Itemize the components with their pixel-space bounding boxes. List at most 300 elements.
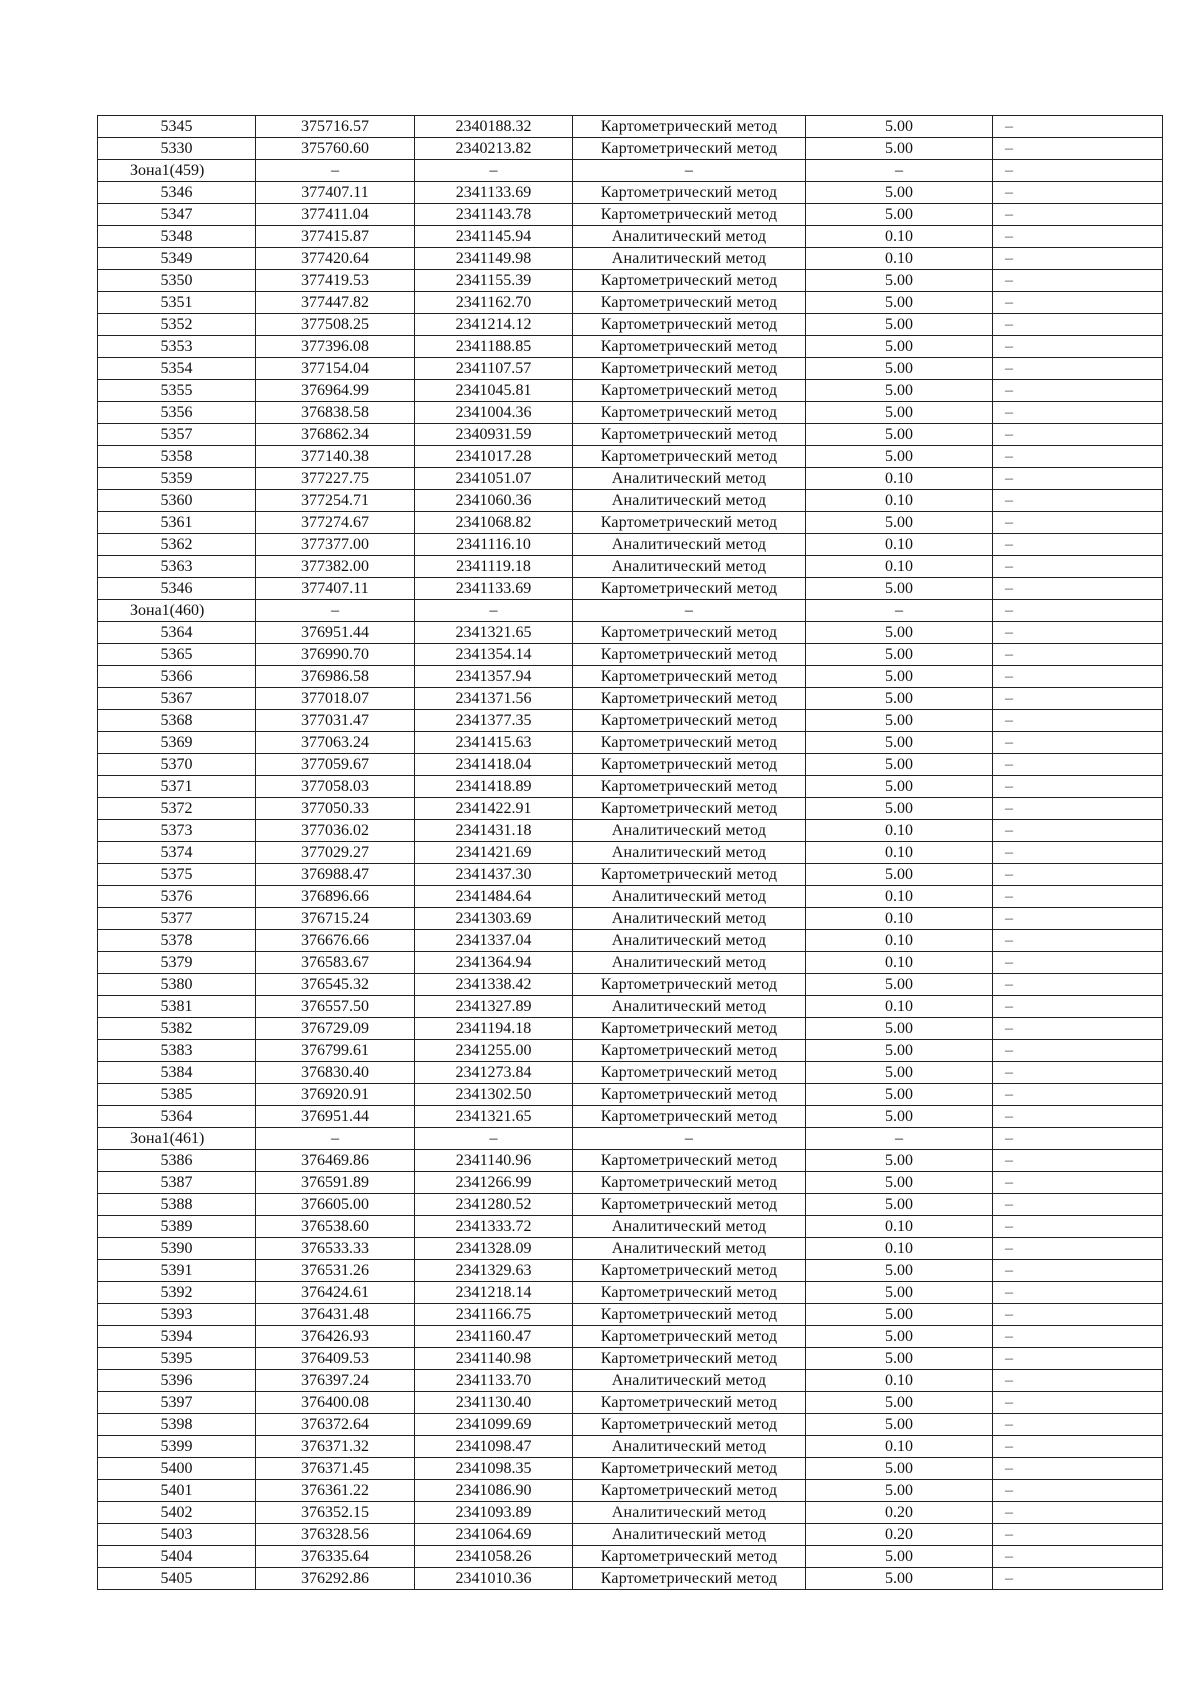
table-row — [98, 292, 1163, 314]
point-number-cell: 5362 — [98, 534, 256, 556]
table-row — [98, 116, 1163, 138]
table-row — [98, 1150, 1163, 1172]
table-row — [98, 446, 1163, 468]
y-coordinate-cell: 2341058.26 — [415, 1546, 573, 1568]
table-row — [98, 1084, 1163, 1106]
method-cell: – — [573, 160, 806, 182]
point-number-cell: 5354 — [98, 358, 256, 380]
y-coordinate-cell: 2341145.94 — [415, 226, 573, 248]
table-row — [98, 1480, 1163, 1502]
point-number-cell: 5374 — [98, 842, 256, 864]
y-coordinate-cell: 2341273.84 — [415, 1062, 573, 1084]
description-cell: – — [993, 974, 1163, 996]
accuracy-cell: 0.10 — [806, 952, 993, 974]
description-cell: – — [993, 732, 1163, 754]
accuracy-cell: 5.00 — [806, 578, 993, 600]
table-row — [98, 688, 1163, 710]
x-coordinate-cell: 376830.40 — [256, 1062, 415, 1084]
x-coordinate-cell: 376920.91 — [256, 1084, 415, 1106]
method-cell: Картометрический метод — [573, 424, 806, 446]
y-coordinate-cell: 2341422.91 — [415, 798, 573, 820]
accuracy-cell: 5.00 — [806, 798, 993, 820]
point-number-cell: 5352 — [98, 314, 256, 336]
accuracy-cell: 5.00 — [806, 776, 993, 798]
description-cell: – — [993, 864, 1163, 886]
table-row — [98, 996, 1163, 1018]
x-coordinate-cell: 376371.45 — [256, 1458, 415, 1480]
point-number-cell: 5353 — [98, 336, 256, 358]
method-cell: Картометрический метод — [573, 1304, 806, 1326]
point-number-cell: 5357 — [98, 424, 256, 446]
accuracy-cell: 5.00 — [806, 1260, 993, 1282]
method-cell: Картометрический метод — [573, 666, 806, 688]
table-row — [98, 886, 1163, 908]
accuracy-cell: 5.00 — [806, 358, 993, 380]
point-number-cell: 5351 — [98, 292, 256, 314]
description-cell: – — [993, 776, 1163, 798]
accuracy-cell: 5.00 — [806, 116, 993, 138]
table-row — [98, 974, 1163, 996]
accuracy-cell: 5.00 — [806, 622, 993, 644]
method-cell: Картометрический метод — [573, 776, 806, 798]
table-row — [98, 204, 1163, 226]
x-coordinate-cell: 377447.82 — [256, 292, 415, 314]
x-coordinate-cell: 376371.32 — [256, 1436, 415, 1458]
point-number-cell: 5346 — [98, 578, 256, 600]
zone-header-row — [98, 600, 1163, 622]
point-number-cell: 5373 — [98, 820, 256, 842]
accuracy-cell: 0.10 — [806, 226, 993, 248]
method-cell: Картометрический метод — [573, 402, 806, 424]
x-coordinate-cell: 377154.04 — [256, 358, 415, 380]
method-cell: Картометрический метод — [573, 116, 806, 138]
method-cell: Картометрический метод — [573, 644, 806, 666]
x-coordinate-cell: 376531.26 — [256, 1260, 415, 1282]
x-coordinate-cell: 376538.60 — [256, 1216, 415, 1238]
point-number-cell: 5364 — [98, 622, 256, 644]
table-row — [98, 1040, 1163, 1062]
description-cell: – — [993, 1282, 1163, 1304]
accuracy-cell: 5.00 — [806, 1458, 993, 1480]
x-coordinate-cell: 377018.07 — [256, 688, 415, 710]
point-number-cell: 5330 — [98, 138, 256, 160]
table-row — [98, 1062, 1163, 1084]
x-coordinate-cell: 377036.02 — [256, 820, 415, 842]
description-cell: – — [993, 1194, 1163, 1216]
description-cell: – — [993, 1062, 1163, 1084]
y-coordinate-cell: 2341098.47 — [415, 1436, 573, 1458]
accuracy-cell: 5.00 — [806, 292, 993, 314]
table-row — [98, 1018, 1163, 1040]
table-row — [98, 1392, 1163, 1414]
y-coordinate-cell: 2341140.98 — [415, 1348, 573, 1370]
point-number-cell: 5347 — [98, 204, 256, 226]
point-number-cell: 5377 — [98, 908, 256, 930]
accuracy-cell: 5.00 — [806, 666, 993, 688]
point-number-cell: 5388 — [98, 1194, 256, 1216]
method-cell: Картометрический метод — [573, 380, 806, 402]
method-cell: Картометрический метод — [573, 1458, 806, 1480]
y-coordinate-cell: 2341431.18 — [415, 820, 573, 842]
table-row — [98, 1458, 1163, 1480]
x-coordinate-cell: 376605.00 — [256, 1194, 415, 1216]
accuracy-cell: 5.00 — [806, 754, 993, 776]
method-cell: Аналитический метод — [573, 226, 806, 248]
x-coordinate-cell: 377411.04 — [256, 204, 415, 226]
accuracy-cell: 5.00 — [806, 644, 993, 666]
accuracy-cell: 5.00 — [806, 710, 993, 732]
accuracy-cell: 5.00 — [806, 1480, 993, 1502]
table-row — [98, 534, 1163, 556]
x-coordinate-cell: 377031.47 — [256, 710, 415, 732]
method-cell: Картометрический метод — [573, 754, 806, 776]
x-coordinate-cell: 377407.11 — [256, 578, 415, 600]
accuracy-cell: 0.10 — [806, 1436, 993, 1458]
x-coordinate-cell: 376676.66 — [256, 930, 415, 952]
description-cell: – — [993, 710, 1163, 732]
method-cell: Картометрический метод — [573, 1040, 806, 1062]
description-cell: – — [993, 1304, 1163, 1326]
method-cell: Картометрический метод — [573, 732, 806, 754]
x-coordinate-cell: 376557.50 — [256, 996, 415, 1018]
description-cell: – — [993, 226, 1163, 248]
description-cell: – — [993, 666, 1163, 688]
point-number-cell: 5381 — [98, 996, 256, 1018]
point-number-cell: 5360 — [98, 490, 256, 512]
point-number-cell: 5386 — [98, 1150, 256, 1172]
accuracy-cell: 5.00 — [806, 1084, 993, 1106]
method-cell: Картометрический метод — [573, 358, 806, 380]
x-coordinate-cell: 376990.70 — [256, 644, 415, 666]
description-cell: – — [993, 644, 1163, 666]
accuracy-cell: 0.10 — [806, 842, 993, 864]
description-cell: – — [993, 1018, 1163, 1040]
method-cell: Картометрический метод — [573, 1150, 806, 1172]
point-number-cell: 5390 — [98, 1238, 256, 1260]
y-coordinate-cell: 2341166.75 — [415, 1304, 573, 1326]
point-number-cell: 5350 — [98, 270, 256, 292]
x-coordinate-cell: – — [256, 160, 415, 182]
description-cell: – — [993, 1106, 1163, 1128]
point-number-cell: 5400 — [98, 1458, 256, 1480]
y-coordinate-cell: 2341188.85 — [415, 336, 573, 358]
x-coordinate-cell: 376862.34 — [256, 424, 415, 446]
y-coordinate-cell: 2341107.57 — [415, 358, 573, 380]
y-coordinate-cell: 2341418.04 — [415, 754, 573, 776]
x-coordinate-cell: 377415.87 — [256, 226, 415, 248]
y-coordinate-cell: 2341160.47 — [415, 1326, 573, 1348]
description-cell: – — [993, 534, 1163, 556]
method-cell: Аналитический метод — [573, 1502, 806, 1524]
table-row — [98, 402, 1163, 424]
x-coordinate-cell: 376591.89 — [256, 1172, 415, 1194]
point-number-cell: 5358 — [98, 446, 256, 468]
x-coordinate-cell: 376545.32 — [256, 974, 415, 996]
description-cell: – — [993, 138, 1163, 160]
x-coordinate-cell: 376986.58 — [256, 666, 415, 688]
x-coordinate-cell: 376583.67 — [256, 952, 415, 974]
accuracy-cell: 5.00 — [806, 1150, 993, 1172]
description-cell: – — [993, 292, 1163, 314]
accuracy-cell: 5.00 — [806, 688, 993, 710]
y-coordinate-cell: 2341321.65 — [415, 1106, 573, 1128]
method-cell: Картометрический метод — [573, 710, 806, 732]
description-cell: – — [993, 160, 1163, 182]
x-coordinate-cell: 376431.48 — [256, 1304, 415, 1326]
table-row — [98, 864, 1163, 886]
point-number-cell: 5372 — [98, 798, 256, 820]
description-cell: – — [993, 798, 1163, 820]
accuracy-cell: 0.10 — [806, 556, 993, 578]
point-number-cell: 5392 — [98, 1282, 256, 1304]
y-coordinate-cell: 2341133.69 — [415, 182, 573, 204]
x-coordinate-cell: 376372.64 — [256, 1414, 415, 1436]
accuracy-cell: 5.00 — [806, 1106, 993, 1128]
point-number-cell: Зона1(461) — [98, 1128, 256, 1150]
y-coordinate-cell: 2341045.81 — [415, 380, 573, 402]
point-number-cell: 5366 — [98, 666, 256, 688]
y-coordinate-cell: 2341302.50 — [415, 1084, 573, 1106]
point-number-cell: 5383 — [98, 1040, 256, 1062]
method-cell: Аналитический метод — [573, 556, 806, 578]
point-number-cell: Зона1(460) — [98, 600, 256, 622]
table-row — [98, 578, 1163, 600]
accuracy-cell: 5.00 — [806, 1172, 993, 1194]
accuracy-cell: 0.10 — [806, 820, 993, 842]
x-coordinate-cell: 376352.15 — [256, 1502, 415, 1524]
y-coordinate-cell: 2341484.64 — [415, 886, 573, 908]
description-cell: – — [993, 468, 1163, 490]
x-coordinate-cell: 376424.61 — [256, 1282, 415, 1304]
x-coordinate-cell: 376838.58 — [256, 402, 415, 424]
description-cell: – — [993, 1414, 1163, 1436]
x-coordinate-cell: 376409.53 — [256, 1348, 415, 1370]
table-row — [98, 930, 1163, 952]
accuracy-cell: 0.20 — [806, 1502, 993, 1524]
point-number-cell: 5389 — [98, 1216, 256, 1238]
accuracy-cell: 5.00 — [806, 1194, 993, 1216]
y-coordinate-cell: 2340213.82 — [415, 138, 573, 160]
accuracy-cell: 0.10 — [806, 886, 993, 908]
table-row — [98, 1106, 1163, 1128]
description-cell: – — [993, 1238, 1163, 1260]
description-cell: – — [993, 1480, 1163, 1502]
x-coordinate-cell: 376896.66 — [256, 886, 415, 908]
y-coordinate-cell: 2341418.89 — [415, 776, 573, 798]
description-cell: – — [993, 556, 1163, 578]
method-cell: Картометрический метод — [573, 974, 806, 996]
table-row — [98, 490, 1163, 512]
y-coordinate-cell: 2341280.52 — [415, 1194, 573, 1216]
x-coordinate-cell: 376964.99 — [256, 380, 415, 402]
x-coordinate-cell: 376533.33 — [256, 1238, 415, 1260]
method-cell: Картометрический метод — [573, 270, 806, 292]
x-coordinate-cell: 375716.57 — [256, 116, 415, 138]
accuracy-cell: – — [806, 160, 993, 182]
method-cell: Картометрический метод — [573, 1480, 806, 1502]
accuracy-cell: 5.00 — [806, 864, 993, 886]
description-cell: – — [993, 1546, 1163, 1568]
accuracy-cell: 5.00 — [806, 1282, 993, 1304]
x-coordinate-cell: 377508.25 — [256, 314, 415, 336]
method-cell: Аналитический метод — [573, 996, 806, 1018]
table-row — [98, 1436, 1163, 1458]
x-coordinate-cell: 377407.11 — [256, 182, 415, 204]
description-cell: – — [993, 446, 1163, 468]
method-cell: Картометрический метод — [573, 336, 806, 358]
method-cell: Картометрический метод — [573, 204, 806, 226]
accuracy-cell: 0.10 — [806, 490, 993, 512]
table-row — [98, 1326, 1163, 1348]
description-cell: – — [993, 336, 1163, 358]
accuracy-cell: 5.00 — [806, 380, 993, 402]
accuracy-cell: 5.00 — [806, 424, 993, 446]
accuracy-cell: 0.10 — [806, 908, 993, 930]
point-number-cell: 5404 — [98, 1546, 256, 1568]
point-number-cell: 5396 — [98, 1370, 256, 1392]
description-cell: – — [993, 1084, 1163, 1106]
y-coordinate-cell: 2341116.10 — [415, 534, 573, 556]
table-row — [98, 182, 1163, 204]
y-coordinate-cell: 2341004.36 — [415, 402, 573, 424]
table-row — [98, 710, 1163, 732]
x-coordinate-cell: 376988.47 — [256, 864, 415, 886]
x-coordinate-cell: 376335.64 — [256, 1546, 415, 1568]
point-number-cell: 5376 — [98, 886, 256, 908]
accuracy-cell: 5.00 — [806, 446, 993, 468]
point-number-cell: 5375 — [98, 864, 256, 886]
point-number-cell: 5395 — [98, 1348, 256, 1370]
x-coordinate-cell: 377050.33 — [256, 798, 415, 820]
method-cell: Аналитический метод — [573, 820, 806, 842]
point-number-cell: 5348 — [98, 226, 256, 248]
description-cell: – — [993, 1458, 1163, 1480]
x-coordinate-cell: 376715.24 — [256, 908, 415, 930]
y-coordinate-cell: 2341303.69 — [415, 908, 573, 930]
point-number-cell: 5379 — [98, 952, 256, 974]
accuracy-cell: 5.00 — [806, 1568, 993, 1590]
table-row — [98, 1370, 1163, 1392]
method-cell: Картометрический метод — [573, 1414, 806, 1436]
accuracy-cell: 0.10 — [806, 996, 993, 1018]
y-coordinate-cell: 2341010.36 — [415, 1568, 573, 1590]
table-row — [98, 226, 1163, 248]
table-row — [98, 1502, 1163, 1524]
method-cell: Аналитический метод — [573, 952, 806, 974]
y-coordinate-cell: – — [415, 1128, 573, 1150]
point-number-cell: 5391 — [98, 1260, 256, 1282]
accuracy-cell: 5.00 — [806, 182, 993, 204]
table-row — [98, 1282, 1163, 1304]
description-cell: – — [993, 908, 1163, 930]
accuracy-cell: – — [806, 600, 993, 622]
table-row — [98, 1260, 1163, 1282]
table-row — [98, 908, 1163, 930]
accuracy-cell: 5.00 — [806, 336, 993, 358]
method-cell: Картометрический метод — [573, 1194, 806, 1216]
point-number-cell: 5355 — [98, 380, 256, 402]
x-coordinate-cell: 377059.67 — [256, 754, 415, 776]
accuracy-cell: 5.00 — [806, 204, 993, 226]
x-coordinate-cell: 377254.71 — [256, 490, 415, 512]
method-cell: Картометрический метод — [573, 622, 806, 644]
table-row — [98, 1304, 1163, 1326]
x-coordinate-cell: 376328.56 — [256, 1524, 415, 1546]
point-number-cell: 5401 — [98, 1480, 256, 1502]
y-coordinate-cell: 2341337.04 — [415, 930, 573, 952]
x-coordinate-cell: – — [256, 600, 415, 622]
table-row — [98, 424, 1163, 446]
method-cell: Картометрический метод — [573, 798, 806, 820]
method-cell: Аналитический метод — [573, 1524, 806, 1546]
method-cell: Картометрический метод — [573, 1084, 806, 1106]
y-coordinate-cell: 2341329.63 — [415, 1260, 573, 1282]
point-number-cell: 5356 — [98, 402, 256, 424]
table-row — [98, 138, 1163, 160]
x-coordinate-cell: 376951.44 — [256, 622, 415, 644]
point-number-cell: 5363 — [98, 556, 256, 578]
table-row — [98, 842, 1163, 864]
accuracy-cell: 5.00 — [806, 1304, 993, 1326]
method-cell: Аналитический метод — [573, 1436, 806, 1458]
table-row — [98, 336, 1163, 358]
point-number-cell: 5397 — [98, 1392, 256, 1414]
y-coordinate-cell: 2341130.40 — [415, 1392, 573, 1414]
point-number-cell: 5364 — [98, 1106, 256, 1128]
method-cell: Картометрический метод — [573, 1106, 806, 1128]
method-cell: Картометрический метод — [573, 1282, 806, 1304]
method-cell: – — [573, 1128, 806, 1150]
method-cell: Аналитический метод — [573, 908, 806, 930]
description-cell: – — [993, 512, 1163, 534]
point-number-cell: 5349 — [98, 248, 256, 270]
x-coordinate-cell: – — [256, 1128, 415, 1150]
y-coordinate-cell: 2341149.98 — [415, 248, 573, 270]
x-coordinate-cell: 377058.03 — [256, 776, 415, 798]
accuracy-cell: – — [806, 1128, 993, 1150]
accuracy-cell: 0.10 — [806, 1238, 993, 1260]
accuracy-cell: 5.00 — [806, 138, 993, 160]
method-cell: Картометрический метод — [573, 1260, 806, 1282]
point-number-cell: 5345 — [98, 116, 256, 138]
y-coordinate-cell: 2341098.35 — [415, 1458, 573, 1480]
description-cell: – — [993, 1172, 1163, 1194]
point-number-cell: 5371 — [98, 776, 256, 798]
x-coordinate-cell: 376361.22 — [256, 1480, 415, 1502]
accuracy-cell: 5.00 — [806, 402, 993, 424]
point-number-cell: 5370 — [98, 754, 256, 776]
description-cell: – — [993, 622, 1163, 644]
description-cell: – — [993, 1326, 1163, 1348]
method-cell: Картометрический метод — [573, 864, 806, 886]
description-cell: – — [993, 1348, 1163, 1370]
y-coordinate-cell: 2341143.78 — [415, 204, 573, 226]
accuracy-cell: 0.10 — [806, 1216, 993, 1238]
y-coordinate-cell: 2341060.36 — [415, 490, 573, 512]
method-cell: Аналитический метод — [573, 490, 806, 512]
description-cell: – — [993, 952, 1163, 974]
method-cell: Картометрический метод — [573, 446, 806, 468]
table-row — [98, 1238, 1163, 1260]
accuracy-cell: 5.00 — [806, 1040, 993, 1062]
x-coordinate-cell: 377227.75 — [256, 468, 415, 490]
y-coordinate-cell: 2341140.96 — [415, 1150, 573, 1172]
coordinates-table — [97, 115, 1163, 1590]
y-coordinate-cell: 2340931.59 — [415, 424, 573, 446]
x-coordinate-cell: 375760.60 — [256, 138, 415, 160]
x-coordinate-cell: 376292.86 — [256, 1568, 415, 1590]
y-coordinate-cell: 2341327.89 — [415, 996, 573, 1018]
